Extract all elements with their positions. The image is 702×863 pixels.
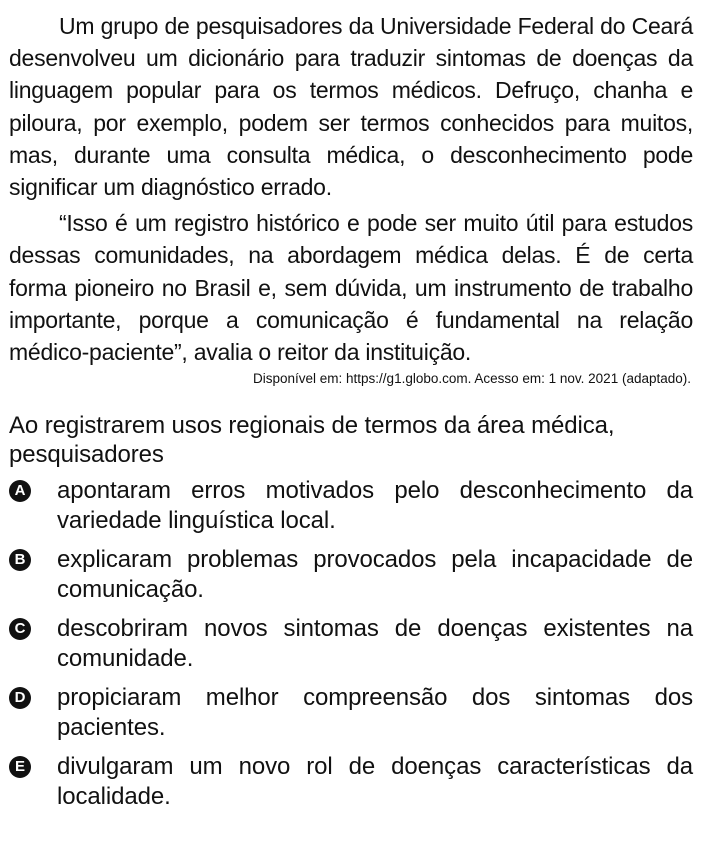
option-e-text: divulgaram um novo rol de doenças características da localidade. — [57, 753, 693, 811]
option-b-letter-badge: B — [9, 549, 31, 571]
option-b-text: explicaram problemas provocados pela incapacidade de comunicação. — [57, 546, 693, 604]
option-a-letter-badge: A — [9, 480, 31, 502]
passage-paragraph-1: Um grupo de pesquisadores da Universidade Federal do Ceará desenvolveu um dicionário para traduzir sintomas de doenças da linguagem popular para os termos médicos. Defruço, chanha e piloura, por exemplo, podem ser termos conhecidos para muitos, mas, durante uma consulta médica, o desconhecimento pode significar um diagnóstico errado. — [9, 13, 693, 201]
option-d[interactable] — [9, 683, 693, 743]
option-a-text: apontaram erros motivados pelo desconhecimento da variedade linguística local. — [57, 477, 693, 535]
option-d-text: propiciaram melhor compreensão dos sintomas dos pacientes. — [57, 684, 693, 742]
option-c[interactable] — [9, 614, 693, 674]
option-d-letter-badge: D — [9, 687, 31, 709]
answer-options — [9, 476, 693, 812]
question-stem: Ao registrarem usos regionais de termos da área médica, pesquisadores — [9, 412, 615, 469]
passage-paragraph-2: “Isso é um registro histórico e pode ser muito útil para estudos dessas comunidades, na abordagem médica delas. É de certa forma pioneiro no Brasil e, sem dúvida, um instrumento de trabalho importante, porque a comunicação é fundamental na relação médico-paciente”, avalia o reitor da instituição. — [9, 210, 693, 366]
option-b[interactable] — [9, 545, 693, 605]
option-c-letter-badge: C — [9, 618, 31, 640]
passage — [9, 10, 693, 388]
option-a[interactable] — [9, 476, 693, 536]
option-c-text: descobriram novos sintomas de doenças existentes na comunidade. — [57, 615, 693, 673]
option-e[interactable] — [9, 752, 693, 812]
option-e-letter-badge: E — [9, 756, 31, 778]
source-citation: Disponível em: https://g1.globo.com. Acesso em: 1 nov. 2021 (adaptado). — [253, 371, 691, 387]
